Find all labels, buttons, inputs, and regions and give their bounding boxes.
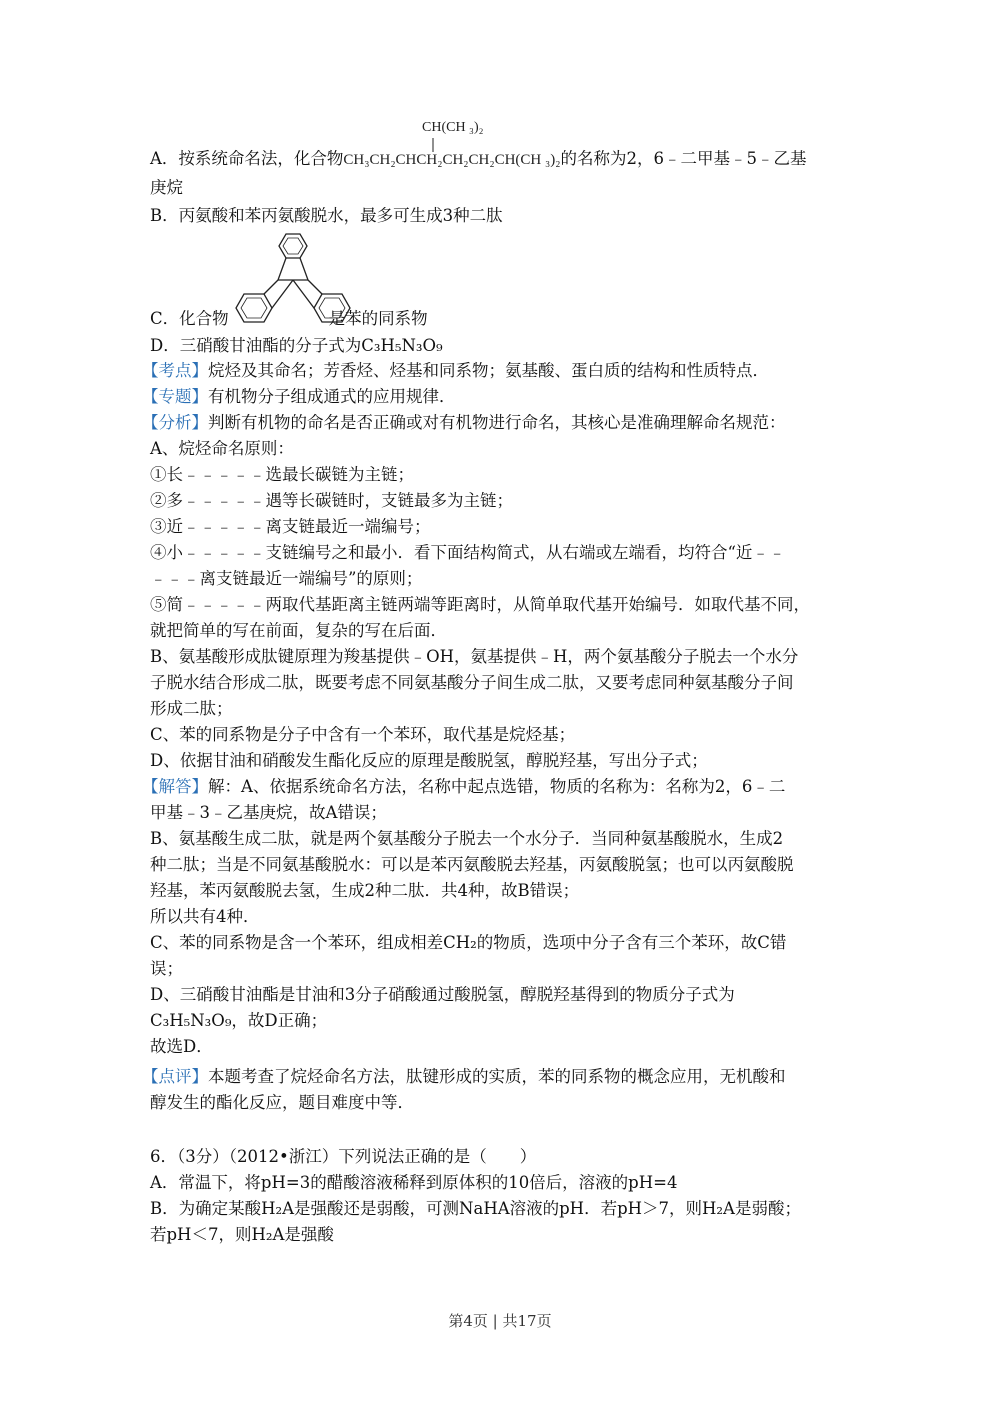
jieda-line: 羟基，苯丙氨酸脱去氢，生成2种二肽．共4种，故B错误； xyxy=(150,881,580,900)
zhuanti-text: 有机物分子组成通式的应用规律． xyxy=(208,387,456,406)
jieda-line: C、苯的同系物是含一个苯环，组成相差CH₂的物质，选项中分子含有三个苯环，故C错 xyxy=(150,933,787,952)
option-a-prefix: A．按系统命名法，化合物 xyxy=(150,149,344,168)
fenxi-line: 形成二肽； xyxy=(150,699,233,718)
fenxi-line: C、苯的同系物是分子中含有一个苯环，取代基是烷烃基； xyxy=(150,725,576,744)
option-c xyxy=(150,308,428,330)
jieda-tag: 【解答】 xyxy=(142,777,208,796)
option-c-suffix: 是苯的同系物 xyxy=(328,309,428,328)
fenxi-line: ②多﹣﹣﹣﹣﹣遇等长碳链时，支链最多为主链； xyxy=(150,491,513,510)
option-b: B．丙氨酸和苯丙氨酸脱水，最多可生成3种二肽 xyxy=(150,206,503,225)
jieda-line: D、三硝酸甘油酯是甘油和3分子硝酸通过酸脱氢，醇脱羟基得到的物质分子式为 xyxy=(150,985,735,1004)
kaodian-text: 烷烃及其命名；芳香烃、烃基和同系物；氨基酸、蛋白质的结构和性质特点． xyxy=(208,361,769,380)
dianping-cont: 醇发生的酯化反应，题目难度中等． xyxy=(150,1093,414,1112)
option-a-suffix: 的名称为2，6﹣二甲基﹣5﹣乙基 xyxy=(560,149,807,168)
fenxi-line: A、烷烃命名原则： xyxy=(150,439,294,458)
fenxi-line: D、依据甘油和硝酸发生酯化反应的原理是酸脱氢，醇脱羟基，写出分子式； xyxy=(150,751,708,770)
kaodian-tag: 【考点】 xyxy=(142,361,208,380)
fenxi-tag: 【分析】 xyxy=(142,413,208,432)
question-6-stem: 6．（3分）（2012•浙江）下列说法正确的是（ ） xyxy=(150,1147,537,1166)
jieda-line: C₃H₅N₃O₉，故D正确； xyxy=(150,1011,328,1030)
fenxi-section xyxy=(142,412,786,434)
question-6-option-b: B．为确定某酸H₂A是强酸还是弱酸，可测NaHA溶液的pH．若pH＞7，则H₂A是弱酸； xyxy=(150,1199,801,1218)
jieda-section xyxy=(142,776,785,798)
fenxi-line: 子脱水结合形成二肽，既要考虑不同氨基酸分子间生成二肽，又要考虑同种氨基酸分子间 xyxy=(150,673,794,692)
option-a-formula: CH₃CH₂CHCH₂CH₂CH₂CH(CH ₃)₂ xyxy=(343,152,561,168)
fenxi-line: B、氨基酸形成肽键原理为羧基提供﹣OH，氨基提供﹣H，两个氨基酸分子脱去一个水分 xyxy=(150,647,799,666)
kaodian-section xyxy=(142,360,769,382)
option-d: D．三硝酸甘油酯的分子式为C₃H₅N₃O₉ xyxy=(150,336,443,355)
jieda-line: 误； xyxy=(150,959,183,978)
fenxi-line: ③近﹣﹣﹣﹣﹣离支链最近一端编号； xyxy=(150,517,431,536)
dianping-section xyxy=(142,1066,786,1088)
question-6-option-a: A．常温下，将pH=3的醋酸溶液稀释到原体积的10倍后，溶液的pH=4 xyxy=(150,1173,678,1192)
jieda-line: 种二肽；当是不同氨基酸脱水：可以是苯丙氨酸脱去羟基，丙氨酸脱氢；也可以丙氨酸脱 xyxy=(150,855,794,874)
jieda-line: 故选D． xyxy=(150,1037,213,1056)
option-a-cont: 庚烷 xyxy=(150,178,183,197)
fenxi-line: 就把简单的写在前面，复杂的写在后面． xyxy=(150,621,447,640)
fenxi-line: ④小﹣﹣﹣﹣﹣支链编号之和最小．看下面结构简式，从右端或左端看，均符合“近﹣﹣ xyxy=(150,543,786,562)
jieda-line: B、氨基酸生成二肽，就是两个氨基酸分子脱去一个水分子．当同种氨基酸脱水，生成2 xyxy=(150,829,784,848)
zhuanti-tag: 【专题】 xyxy=(142,387,208,406)
zhuanti-section xyxy=(142,386,456,408)
jieda-line: 所以共有4种． xyxy=(150,907,260,926)
fenxi-line: ①长﹣﹣﹣﹣﹣选最长碳链为主链； xyxy=(150,465,414,484)
fenxi-line: ⑤简﹣﹣﹣﹣﹣两取代基距离主链两端等距离时，从简单取代基开始编号．如取代基不同， xyxy=(150,595,810,614)
fenxi-line: ﹣﹣﹣离支链最近一端编号”的原则； xyxy=(150,569,423,588)
option-c-prefix: C．化合物 xyxy=(150,309,229,328)
page-footer: 第4页 | 共17页 xyxy=(448,1312,552,1330)
dianping-tag: 【点评】 xyxy=(142,1067,208,1086)
jieda-text: 解：A、依据系统命名方法，名称中起点选错，物质的名称为：名称为2，6﹣二 xyxy=(208,777,786,796)
fenxi-text: 判断有机物的命名是否正确或对有机物进行命名，其核心是准确理解命名规范： xyxy=(208,413,786,432)
question-6-option-b-cont: 若pH＜7，则H₂A是强酸 xyxy=(150,1225,334,1244)
option-a xyxy=(150,148,806,171)
branch-substituent: CH(CH ₃)₂ xyxy=(422,120,484,135)
dianping-text: 本题考查了烷烃命名方法，肽键形成的实质，苯的同系物的概念应用，无机酸和 xyxy=(208,1067,786,1086)
jieda-line: 甲基﹣3﹣乙基庚烷，故A错误； xyxy=(150,803,387,822)
